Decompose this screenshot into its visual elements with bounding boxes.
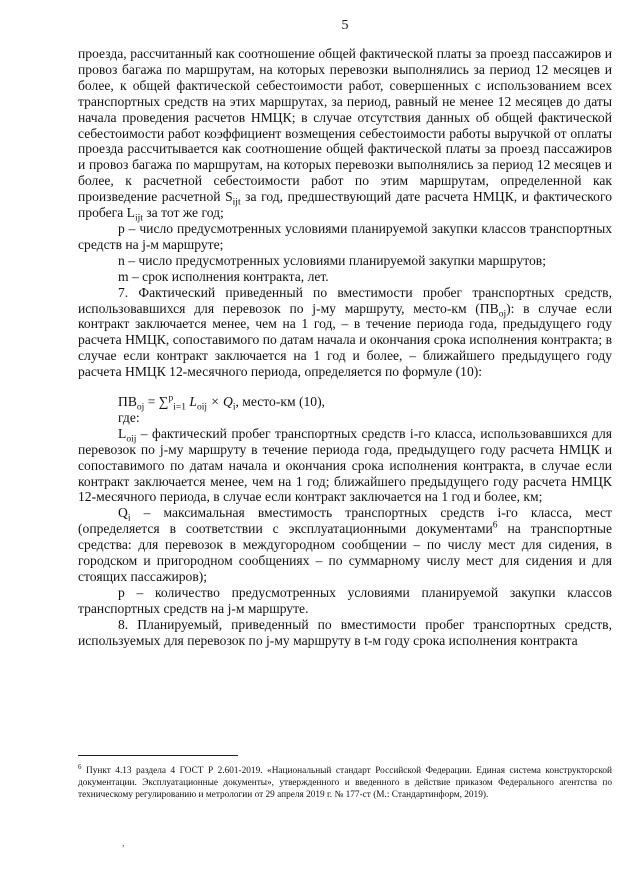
paragraph-l-oij: $L_{oij}$ – фактический пробег транспортных средств i-го класса, использовавшихся для перевозок по j-му маршруту в течение периода года, предыдущего году расчета НМЦК и сопоставимого по датам начала и окончания срока исполнения контракта, в случае если контракт заключается менее, чем на 1 год; ближайшего предыдущего году расчета НМЦК 12-месячного периода, в случае если контракт заключается на 1 год и более, км; — [78, 425, 612, 505]
paragraph-n-routes: n – число предусмотренных условиями планируемой закупки маршрутов; — [118, 252, 546, 268]
paragraph-1: проезда, рассчитанный как соотношение общей фактической платы за проезд пассажиров и провоз багажа по маршрутам, на которых перевозки выполнялись за период 12 месяцев и более, к общей фактической себестоимости работ, совершенных с использованием всех транспортных средств на этих маршрутах, за период, равный не менее 12 месяцев до даты начала проведения расчетов НМЦК; в случае отсутствия данных об общей фактической себестоимости работ коэффициент возмещения себестоимости работы выручкой от оплаты проезда рассчитывается как соотношение общей фактической платы за проезд пассажиров и провоз багажа по маршрутам, на которых перевозки выполнялись за период 12 месяцев и более, к расчетной себестоимости работ по этим маршрутам, определенной как произведение расчетной $S_{ijt}$ за год, предшествующий дате расчета НМЦК, и фактического пробега $L_{ijt}$ за тот же год; — [78, 46, 612, 224]
paragraph-p-count: p – количество предусмотренных условиями планируемой закупки классов транспортных средств на j-м маршруте. — [78, 584, 612, 616]
page-number: 5 — [341, 18, 349, 33]
paragraph-q-i: $Q_i$ – максимальная вместимость транспортных средств i-го класса, мест (определяется в соответствии с эксплуатационными документами$^6$ на транспортные средства: для перевозок в междугородном сообщении – по числу мест для сидения, в городском и пригородном сообщениях – по суммарному числу мест для сидения и для стоящих пассажиров); — [78, 505, 612, 584]
footnote-ref[interactable]: 6 — [492, 520, 498, 531]
footnote-separator — [78, 755, 238, 756]
footnote — [78, 762, 612, 801]
formula-10: $ПВ_{oj} = \sum^p_{i=1}$ $L_{oij} \times Q_i$, место-км (10), — [118, 393, 326, 413]
paragraph-m-term: m – срок исполнения контракта, лет. — [118, 268, 329, 284]
footnote-text: Пункт 4.13 раздела 4 ГОСТ Р 2.601-2019. «Национальный стандарт Российской Федерации. Единая система конструкторской документации. Эксплуатационные документы», утвержденного и введенного в действие приказом Федерального агентства по техническому регулированию и метрологии от 29 апреля 2019 г. № 177-ст (М.: Стандартинформ, 2019). — [78, 766, 612, 800]
body-text — [78, 46, 612, 649]
formula-where: где: — [118, 409, 140, 425]
paragraph-item-7: 7. Фактический приведенный по вместимости пробег транспортных средств, использовавшихся для перевозок по j-му маршруту, место-км $(ПВ_{oj})$: в случае если контракт заключается менее, чем на 1 год, – в течение периода года, предыдущего году расчета НМЦК, сопоставимого по датам начала и окончания срока исполнения контракта; в случае если контракт заключается на 1 год и более, – ближайшего предыдущего году расчета НМЦК 12-месячного периода, определяется по формуле (10): — [78, 284, 612, 380]
paragraph-p-classes: p – число предусмотренных условиями планируемой закупки классов транспортных средств на j-м маршруте; — [78, 220, 612, 252]
footnote-marker: 6 — [78, 762, 82, 771]
pen-mark: , — [122, 838, 125, 849]
paragraph-item-8: 8. Планируемый, приведенный по вместимости пробег транспортных средств, используемых для перевозок по j-му маршруту в t-м году срока исполнения контракта — [78, 616, 612, 648]
